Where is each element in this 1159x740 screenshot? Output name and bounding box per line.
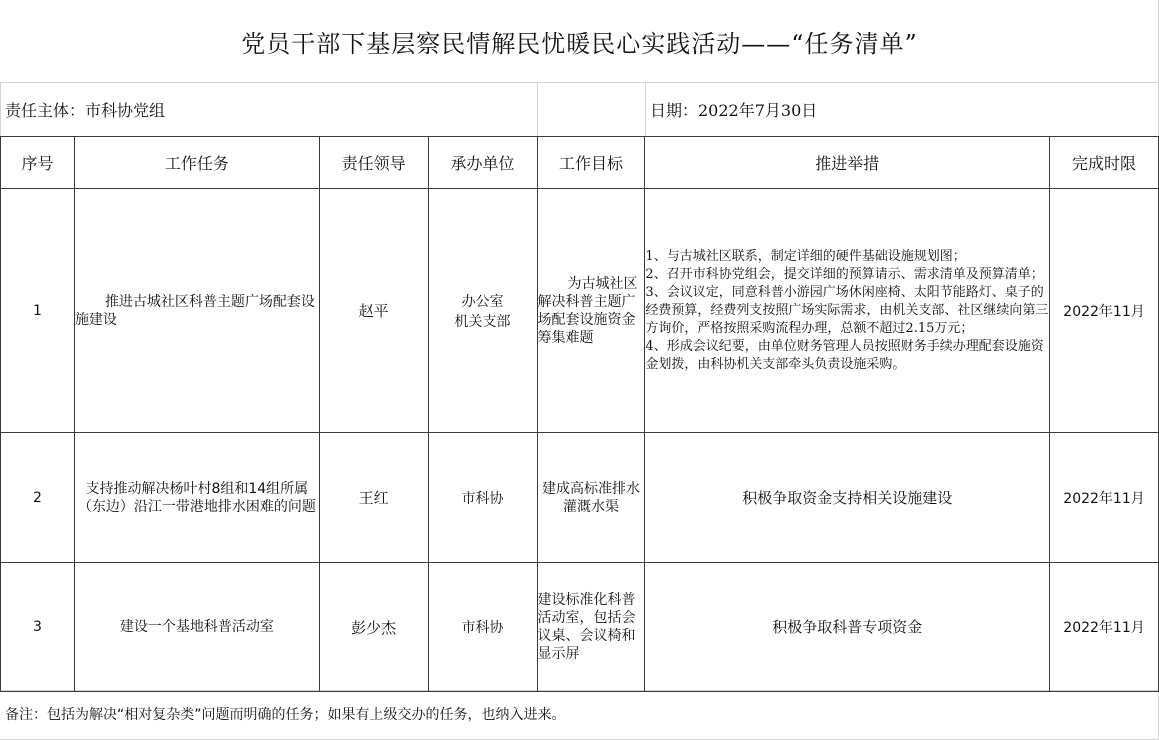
row-deadline: 2022年11月 [1050,433,1159,563]
header-deadline: 完成时限 [1050,137,1159,189]
row-unit-line1: 办公室 [461,293,504,310]
row-measures: 积极争取科普专项资金 [645,563,1050,692]
row-unit [428,189,537,433]
table-row [1,433,1159,563]
header-measures: 推进举措 [645,137,1050,189]
row-goal-text: 为古城社区解决科普主题广场配套设施资金筹集难题 [537,275,638,346]
header-no: 序号 [1,137,75,189]
row-deadline: 2022年11月 [1050,563,1159,692]
row-task-text: 推进古城社区科普主题广场配套设施建设 [74,293,315,328]
responsible-subject: 责任主体：市科协党组 [5,100,166,120]
page-title: 党员干部下基层察民情解民忧暖民心实践活动——“任务清单” [241,29,918,58]
row-no: 3 [1,563,75,692]
row-no: 2 [1,433,75,563]
row-goal: 建设标准化科普活动室，包括会议桌、会议椅和显示屏 [537,563,645,692]
row-unit: 市科协 [428,433,537,563]
row-leader: 王红 [319,433,428,563]
row-task: 支持推动解决杨叶村8组和14组所属（东边）沿江一带港地排水困难的问题 [74,433,319,563]
row-measures: 积极争取资金支持相关设施建设 [645,433,1050,563]
row-goal: 建成高标准排水灌溉水渠 [537,433,645,563]
row-unit: 市科协 [428,563,537,692]
row-goal [537,189,645,433]
row-task: 建设一个基地科普活动室 [74,563,319,692]
header-unit: 承办单位 [428,137,537,189]
row-deadline: 2022年11月 [1050,189,1159,433]
header-goal: 工作目标 [537,137,645,189]
measure-item: 2、召开市科协党组会，提交详细的预算请示、需求清单及预算清单； [645,266,1044,282]
row-leader: 赵平 [319,189,428,433]
footnote: 备注：包括为解决“相对复杂类”问题而明确的任务；如果有上级交办的任务，也纳入进来。 [5,707,566,723]
measure-item: 4、形成会议纪要，由单位财务管理人员按照财务手续办理配套设施资金划拨，由科协机关支部牵头负责设施采购。 [645,338,1044,372]
table-row [1,189,1159,433]
row-no: 1 [1,189,75,433]
row-unit-line2: 机关支部 [454,313,511,330]
row-task [74,189,319,433]
header-task: 工作任务 [74,137,319,189]
measure-item: 3、会议议定，同意科普小游园广场休闲座椅、太阳节能路灯、桌子的经费预算，经费列支按照广场实际需求，由机关支部、社区继续向第三方询价，严格按照采购流程办理，总额不超过2.15万元； [645,284,1049,336]
date-label: 日期：2022年7月30日 [650,100,818,120]
row-leader: 彭少杰 [319,563,428,692]
table-row [1,563,1159,692]
table-header-row [1,137,1159,189]
header-leader: 责任领导 [319,137,428,189]
measure-item: 1、与古城社区联系，制定详细的硬件基础设施规划图； [645,248,966,264]
row-measures [645,189,1050,433]
task-table [0,136,1159,692]
